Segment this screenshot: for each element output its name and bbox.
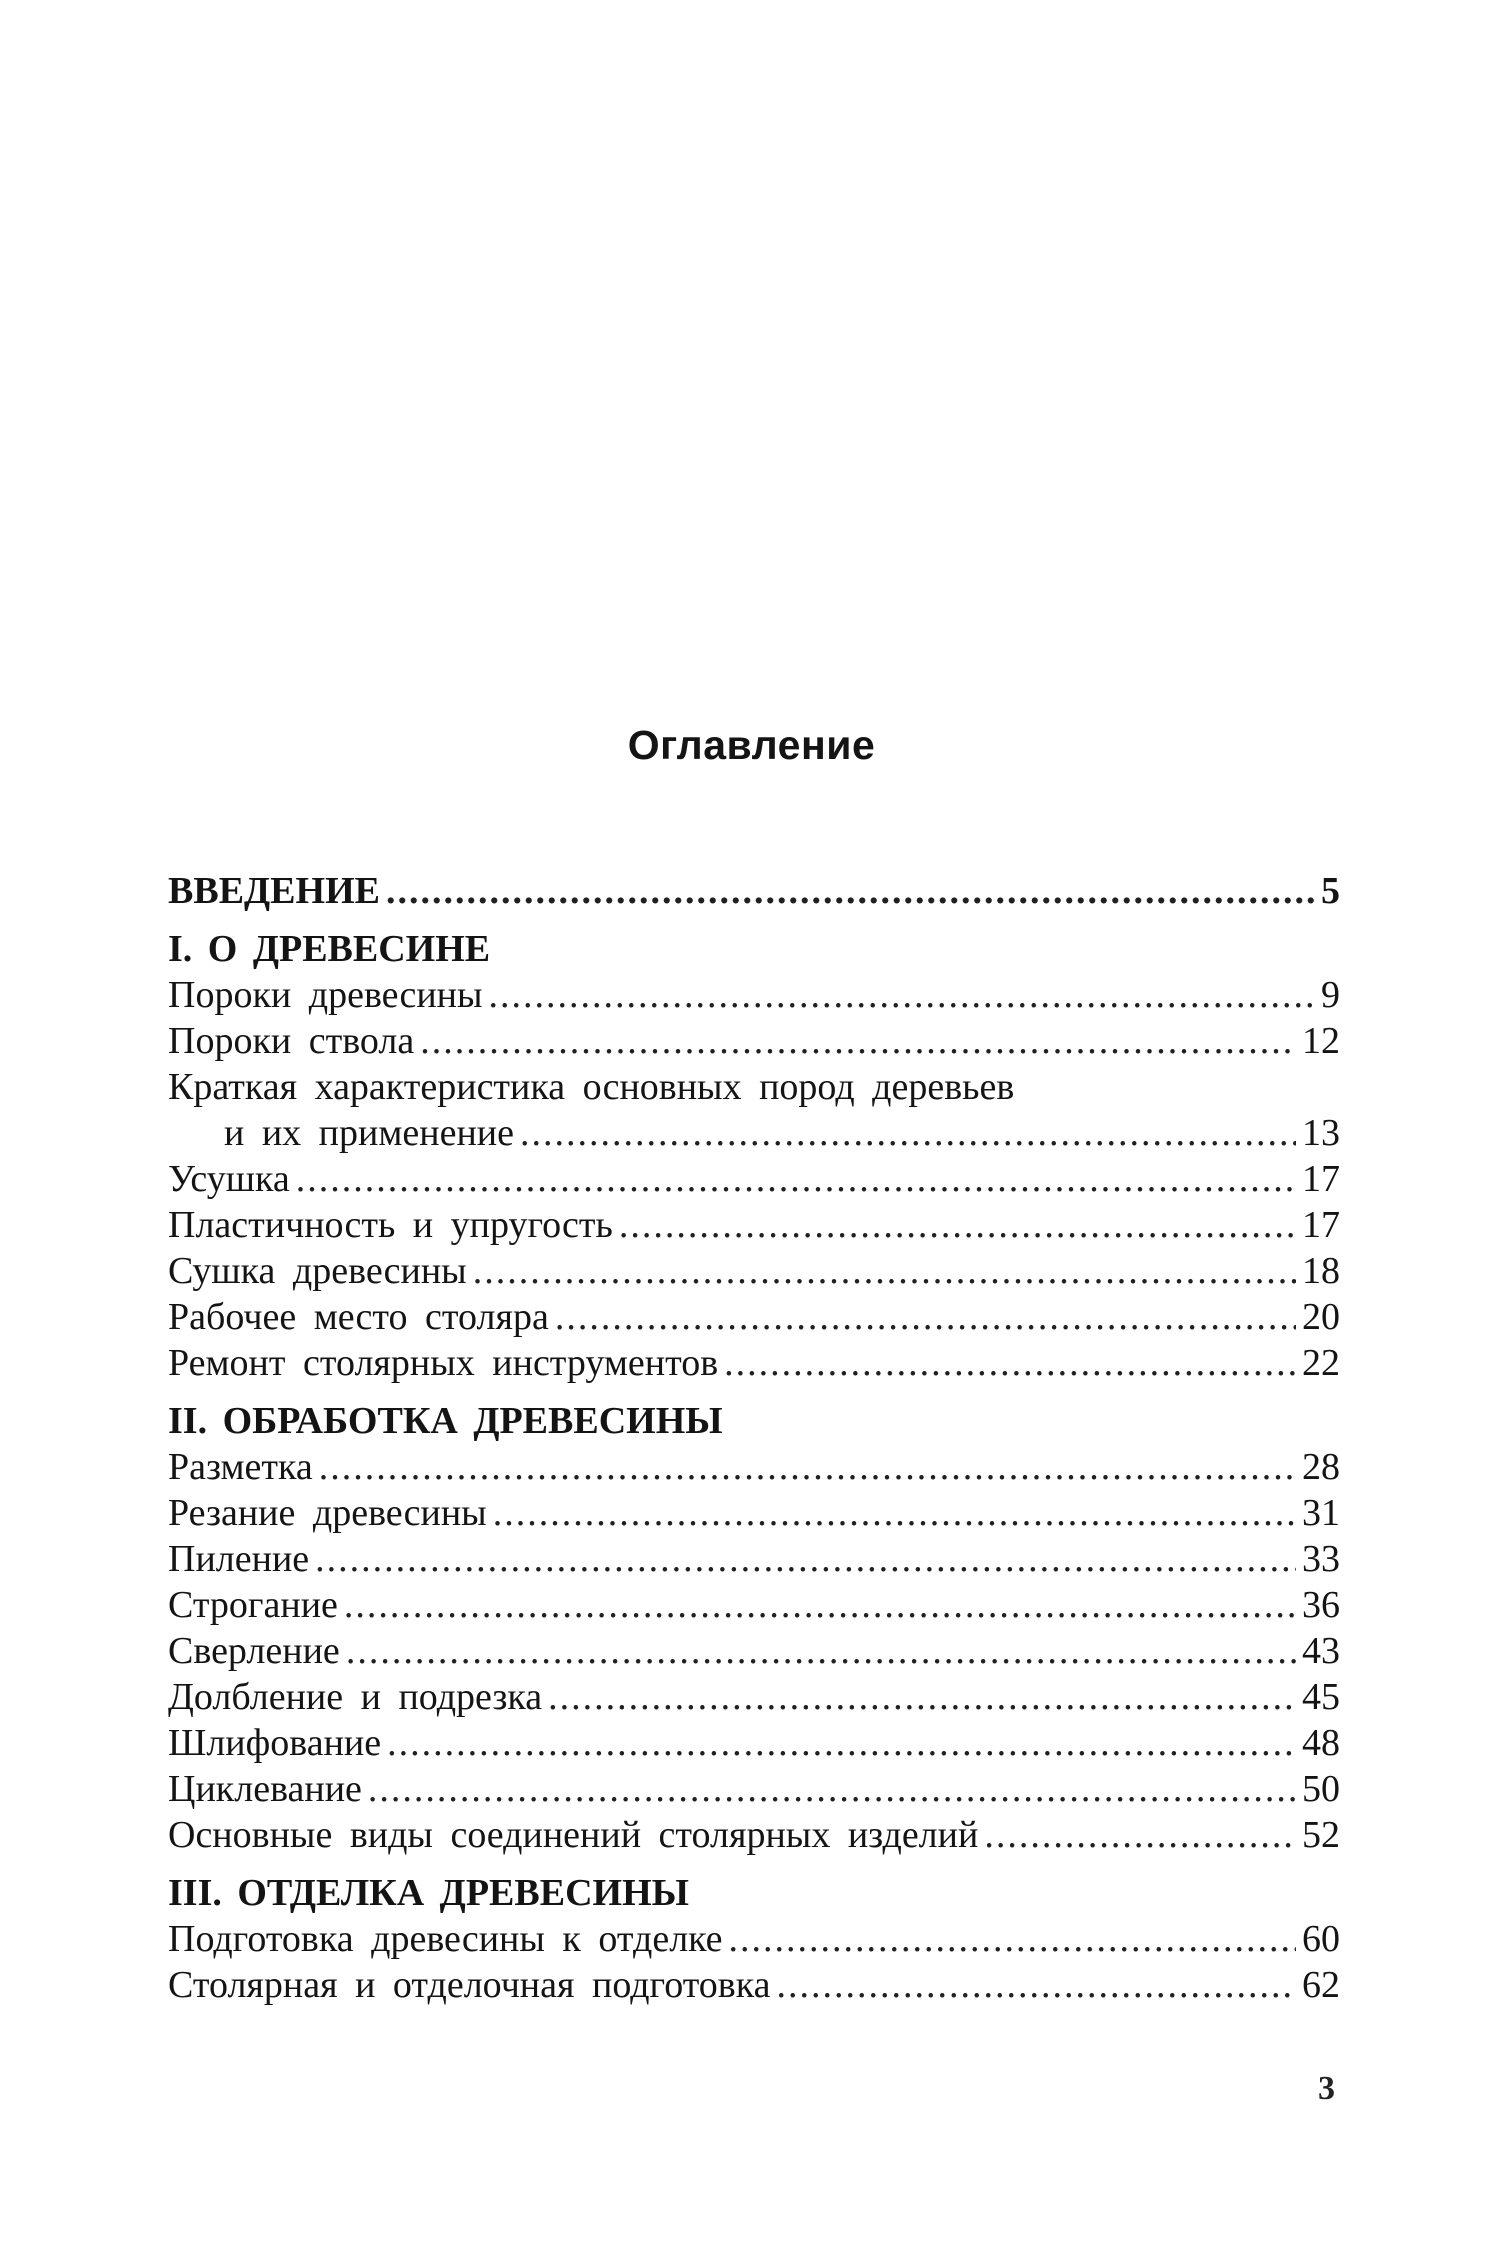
dot-leader <box>548 1674 1296 1720</box>
toc-entry-page: 17 <box>1302 1158 1340 1200</box>
section-heading-1: I. О ДРЕВЕСИНЕ <box>168 928 491 970</box>
dot-leader <box>420 1018 1296 1064</box>
dot-leader <box>368 1766 1296 1812</box>
toc-entry-page: 36 <box>1302 1584 1340 1626</box>
toc-entry-label: Пиление <box>168 1538 310 1580</box>
toc-entry-label: Подготовка древесины к отделке <box>168 1918 723 1960</box>
toc-entry-page: 17 <box>1302 1204 1340 1246</box>
dot-leader <box>984 1812 1296 1858</box>
section-heading-2: II. ОБРАБОТКА ДРЕВЕСИНЫ <box>168 1400 723 1442</box>
table-of-contents <box>168 868 1340 2008</box>
toc-entry-label: Сверление <box>168 1630 340 1672</box>
toc-entry-page: 20 <box>1302 1296 1340 1338</box>
toc-entry <box>168 1628 1340 1674</box>
dot-leader <box>520 1110 1296 1156</box>
toc-entry <box>168 1490 1340 1536</box>
toc-entry-intro <box>168 868 1340 914</box>
toc-entry-page: 45 <box>1302 1676 1340 1718</box>
toc-entry-page: 50 <box>1302 1768 1340 1810</box>
toc-entry <box>168 1674 1340 1720</box>
dot-leader <box>344 1582 1296 1628</box>
toc-entry <box>168 1110 1340 1156</box>
toc-entry-label: Пороки ствола <box>168 1020 415 1062</box>
toc-entry <box>168 1536 1340 1582</box>
toc-entry-label: и их применение <box>224 1112 514 1154</box>
toc-entry-page: 5 <box>1321 870 1340 912</box>
toc-entry-label: Шлифование <box>168 1722 382 1764</box>
toc-entry-label: Усушка <box>168 1158 290 1200</box>
toc-entry-label-line1: Краткая характеристика основных пород деревьев <box>168 1066 1015 1108</box>
dot-leader <box>619 1202 1296 1248</box>
toc-entry-label: Резание древесины <box>168 1492 487 1534</box>
dot-leader <box>729 1916 1296 1962</box>
toc-entry-page: 9 <box>1321 974 1340 1016</box>
toc-entry-page: 31 <box>1302 1492 1340 1534</box>
toc-entry-label: Строгание <box>168 1584 338 1626</box>
dot-leader <box>386 868 1315 914</box>
toc-entry-page: 18 <box>1302 1250 1340 1292</box>
page-number: 3 <box>1318 2070 1335 2107</box>
dot-leader <box>315 1536 1296 1582</box>
toc-entry-label: Ремонт столярных инструментов <box>168 1342 719 1384</box>
toc-entry <box>168 1812 1340 1858</box>
dot-leader <box>346 1628 1296 1674</box>
toc-entry-label: Пластичность и упругость <box>168 1204 613 1246</box>
toc-entry <box>168 1018 1340 1064</box>
toc-entry <box>168 1962 1340 2008</box>
toc-entry-label: Циклевание <box>168 1768 362 1810</box>
toc-entry-label: Долбление и подрезка <box>168 1676 543 1718</box>
dot-leader <box>777 1962 1297 2008</box>
toc-entry-page: 43 <box>1302 1630 1340 1672</box>
toc-title: Оглавление <box>627 722 876 768</box>
toc-entry-page: 52 <box>1302 1814 1340 1856</box>
dot-leader <box>489 972 1315 1018</box>
toc-entry-label: Пороки древесины <box>168 974 483 1016</box>
toc-entry-label: Рабочее место столяра <box>168 1296 549 1338</box>
dot-leader <box>296 1156 1296 1202</box>
toc-entry-page: 22 <box>1302 1342 1340 1384</box>
toc-entry-page: 60 <box>1302 1918 1340 1960</box>
toc-entry-label: Основные виды соединений столярных изделий <box>168 1814 979 1856</box>
toc-entry <box>168 1248 1340 1294</box>
toc-entry <box>168 1720 1340 1766</box>
dot-leader <box>724 1340 1296 1386</box>
dot-leader <box>473 1248 1296 1294</box>
toc-entry <box>168 972 1340 1018</box>
toc-entry-page: 28 <box>1302 1446 1340 1488</box>
dot-leader <box>319 1444 1296 1490</box>
toc-entry <box>168 1916 1340 1962</box>
toc-entry <box>168 1294 1340 1340</box>
toc-entry <box>168 1582 1340 1628</box>
toc-entry <box>168 1340 1340 1386</box>
toc-entry-page: 33 <box>1302 1538 1340 1580</box>
toc-entry-label: Разметка <box>168 1446 313 1488</box>
toc-entry-label: ВВЕДЕНИЕ <box>168 870 380 912</box>
dot-leader <box>555 1294 1296 1340</box>
toc-entry-label: Сушка древесины <box>168 1250 467 1292</box>
toc-entry <box>168 1202 1340 1248</box>
toc-entry-page: 13 <box>1302 1112 1340 1154</box>
toc-entry <box>168 1444 1340 1490</box>
toc-entry-page: 48 <box>1302 1722 1340 1764</box>
toc-entry-page: 62 <box>1302 1964 1340 2006</box>
toc-entry <box>168 1766 1340 1812</box>
dot-leader <box>387 1720 1296 1766</box>
toc-entry <box>168 1156 1340 1202</box>
toc-entry-page: 12 <box>1302 1020 1340 1062</box>
section-heading-3: III. ОТДЕЛКА ДРЕВЕСИНЫ <box>168 1872 689 1914</box>
dot-leader <box>493 1490 1296 1536</box>
toc-entry-label: Столярная и отделочная подготовка <box>168 1964 771 2006</box>
